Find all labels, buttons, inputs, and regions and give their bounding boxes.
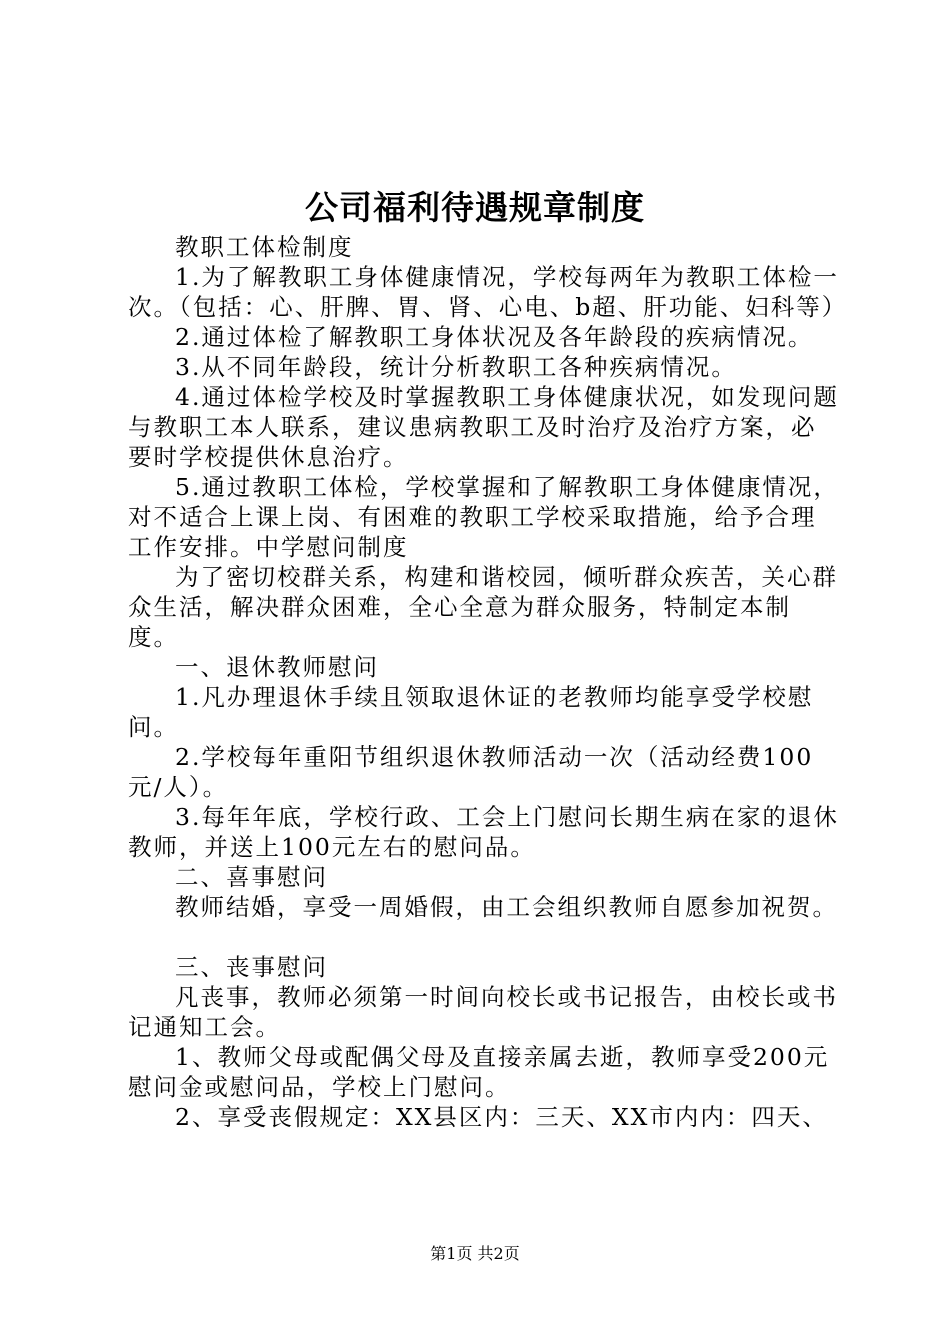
document-body <box>128 232 848 1132</box>
paragraph-item-3: 3.从不同年龄段，统计分析教职工各种疾病情况。 <box>175 353 737 381</box>
paragraph-retired-1: 1.凡办理退休手续且领取退休证的老教师均能享受学校慰问。 <box>128 683 814 741</box>
paragraph-heading-physical-exam: 教职工体检制度 <box>175 233 354 261</box>
paragraph-funeral-intro: 凡丧事，教师必须第一时间向校长或书记报告，由校长或书记通知工会。 <box>128 983 838 1041</box>
section-heading-funeral: 三、丧事慰问 <box>175 953 328 981</box>
section-heading-happy-events: 二、喜事慰问 <box>175 863 328 891</box>
paragraph-funeral-1: 1、教师父母或配偶父母及直接亲属去逝，教师享受200元慰问金或慰问品，学校上门慰问。 <box>128 1043 830 1101</box>
paragraph-item-4: 4.通过体检学校及时掌握教职工身体健康状况，如发现问题与教职工本人联系，建议患病教职工及时治疗及治疗方案，必要时学校提供休息治疗。 <box>128 383 839 471</box>
paragraph-intro: 为了密切校群关系，构建和谐校园，倾听群众疾苦，关心群众生活，解决群众困难，全心全意为群众服务，特制定本制度。 <box>128 563 838 651</box>
paragraph-item-2: 2.通过体检了解教职工身体状况及各年龄段的疾病情况。 <box>175 323 814 351</box>
paragraph-item-1: 1.为了解教职工身体健康情况，学校每两年为教职工体检一次。（包括：心、肝脾、胃、肾、心电、b超、肝功能、妇科等） <box>128 263 848 321</box>
paragraph-wedding: 教师结婚，享受一周婚假，由工会组织教师自愿参加祝贺。 <box>175 893 838 921</box>
paragraph-retired-3: 3.每年年底，学校行政、工会上门慰问长期生病在家的退休教师，并送上100元左右的慰问品。 <box>128 803 839 861</box>
blank-line <box>128 922 840 952</box>
document-title: 公司福利待遇规章制度 <box>305 188 645 227</box>
page-footer: 第1页 共2页 <box>430 1244 520 1263</box>
section-heading-retired: 一、退休教师慰问 <box>175 653 379 681</box>
paragraph-retired-2: 2.学校每年重阳节组织退休教师活动一次（活动经费100元/人）。 <box>128 743 814 801</box>
paragraph-funeral-2: 2、享受丧假规定：XX县区内：三天、XX市内内：四天、 <box>175 1103 828 1131</box>
paragraph-item-5: 5.通过教职工体检，学校掌握和了解教职工身体健康情况，对不适合上课上岗、有困难的教职工学校采取措施，给予合理工作安排。中学慰问制度 <box>128 473 839 561</box>
